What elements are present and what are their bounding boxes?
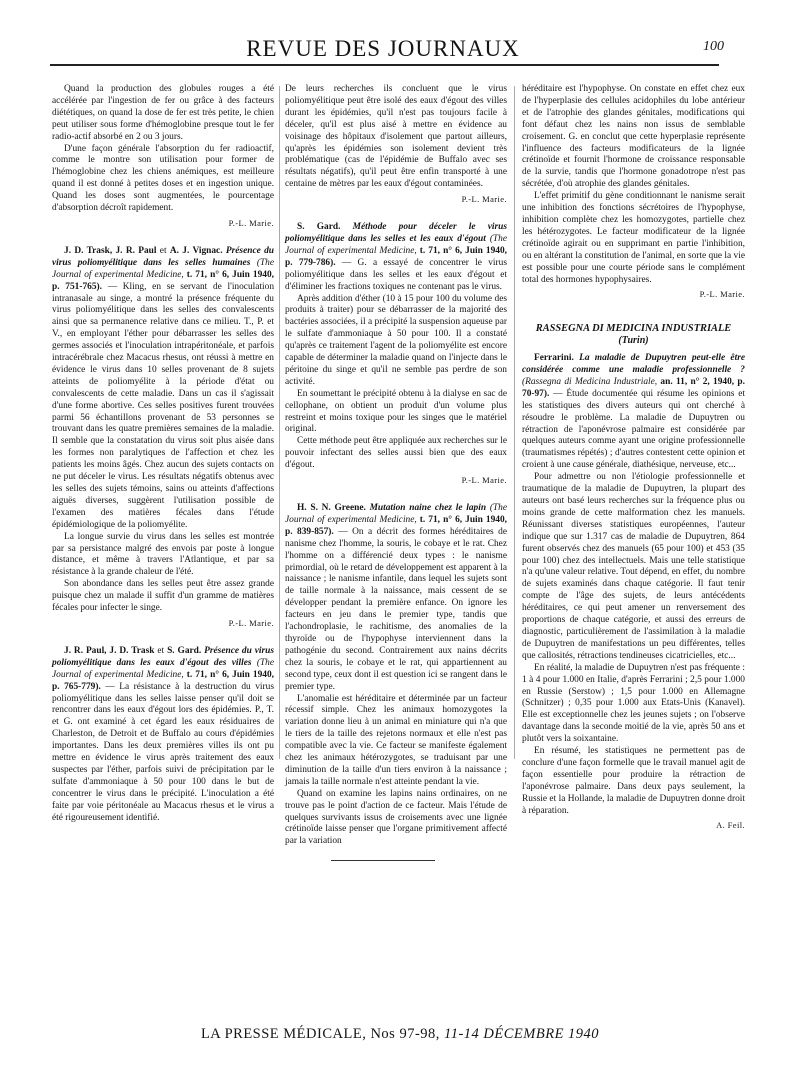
article-title: Mutation naine chez le lapin	[369, 503, 487, 513]
article-reference: (The Journal of experimental Medicine,	[52, 257, 275, 280]
column-separator	[514, 86, 515, 759]
article-heading	[285, 222, 507, 293]
article-heading	[522, 353, 745, 472]
article-lead-text: — La résistance à la destruction du virus poliomyélitique dans les selles laisse penser qu'il doit se rencontrer dans les eaux d'égout lors des épidémies. P., T. et G. ont examiné à cet égard les eaux résiduaires de Charleston, de Detroit et de Buffalo au cours d'épidémies importantes. Dans les deux premières villes ils ont pu mettre en évidence le virus après traitement des eaux suspectes par l'éther, parfois suivi de précipitation par le sulfate d'ammoniaque à 50 pour 100 dans le but de concentrer le virus dans le précipité. L'inoculation a été faite par voie péritonéale au Macacus rhesus et le virus a été rigoureusement identifié.	[52, 681, 274, 823]
article-authors-last: S. Gard.	[167, 645, 202, 656]
article-signature: P.-L. Marie.	[461, 475, 507, 486]
article-paragraph: En réalité, la maladie de Dupuytren n'est pas fréquente : 1 à 4 pour 1.000 en Italie, d'après Ferrarini ; 2,5 pour 1.000 en Russie (Serstow) ; 1,5 pour 1.000 en Allemagne (Schnitzer) ; 0,35 pour 1.000 aux Etats-Unis (Kanavel). Elle est exceptionnelle chez les jeunes sujets ; on l'observe davantage dans la seconde moitié de la vie, après 50 ans et plutôt vers la soixantaine.	[522, 662, 745, 745]
article-lead-text: — Kling, en se servant de l'inoculation intranasale au singe, a montré la présence fréquente du virus poliomyélitique dans les selles des convalescents ainsi que sa permanence relative dans ce milieu. T., P. et V., en employant l'éther pour débarrasser les selles des germes associés et l'inoculation intrapéritonéale, et parfois intracérébrale chez Macacus rhesus, ont réussi à mettre en évidence le virus dans 10 selles provenant de 8 sujets atteints de poliomyélite à la période d'état ou convalescents de cette maladie. Dans un cas il s'agissait d'une forme abortive. Ces selles positives furent trouvées parmi 56 échantillons provenant de 53 personnes se trouvant dans les quatre premières semaines de la maladie. Il semble que la constatation du virus soit plus aisée dans les formes non paralytiques de l'affection et chez les patients les moins âgés. Chez aucun des sujets contacts on ne put déceler le virus. Les résultats négatifs obtenus avec les selles des sujets témoins, sains ou atteints d'affections aiguës diverses, suggèrent l'utilisation possible de l'examen des matières fécales dans l'étude épidémiologique de la poliomyélite.	[52, 281, 275, 530]
article-paragraph: D'une façon générale l'absorption du fer radioactif, comme le montre son utilisation pour former de l'hémoglobine chez les chiens anémiques, est meilleure quand il est donné à petites doses et en ingestion unique. Quand les doses sont augmentées, le pourcentage d'absorption décroît rapidement.	[52, 143, 274, 214]
publication-name: LA PRESSE MÉDICALE,	[200, 1026, 367, 1042]
article-reference: (The Journal of experimental Medicine,	[285, 233, 507, 256]
issue-date: 11-14 DÉCEMBRE 1940	[444, 1026, 600, 1042]
article-authors: Ferrarini.	[534, 353, 574, 364]
article-signature: P.-L. Marie.	[461, 194, 507, 205]
article-reference-details: t. 71, n° 6, Juin 1940, p. 751-765).	[52, 269, 274, 292]
article-paragraph: En résumé, les statistiques ne permettent pas de conclure d'une façon formelle que le travail manuel agit de façon essentielle pour produire la rétraction de l'aponévrose palmaire. Dans deux pays seulement, la Russie et la Hollande, la maladie de Dupuytren donne droit à réparation.	[522, 746, 745, 816]
article-title: Présence du virus poliomyélitique dans les selles humaines	[52, 245, 274, 268]
authors-joiner: et	[156, 245, 170, 256]
article-title: Méthode pour déceler le virus poliomyélitique dans les selles et les eaux d'égout	[285, 222, 508, 244]
article-lead-text: — On a décrit des formes héréditaires de nanisme chez l'homme, la souris, le cobaye et le rat. Chez l'homme on a différencié deux types : le nanisme primordial, où le retard de développement est apparent à la naissance ; le nanisme infantile, dans lequel les sujets sont de taille normale à la naissance, mais cessent de se développer pendant la première enfance. On ignore les facteurs en jeu dans le premier type, tandis que l'achondroplasie, le rachitisme, des anomalies de la thyroïde ou de l'hypophyse interviennent dans la pathogénie du second. Contrairement aux nains décrits chez la souris, le cobaye et le rat, qui appartiennent au second type, ceux dont il est question ici se rangent dans le premier type.	[285, 526, 507, 692]
article-paragraph: L'anomalie est héréditaire et déterminée par un facteur récessif simple. Chez les animaux homozygotes la variation donne lieu à un animal en miniature qui n'a que le tiers de la taille des rejetons normaux et elle n'est pas compatible avec la vie. Ce facteur se manifeste également chez les animaux hétérozygotes, se traduisant par une diminution de la taille d'un tiers environ à la naissance ; jamais la taille normale n'est atteinte pendant la vie.	[285, 693, 507, 787]
page-header	[50, 36, 724, 66]
article-lead-text: — Étude documentée qui résume les opinions et les statistiques des divers auteurs qui ont cherché à résoudre le problème. La maladie de Dupuytren ou rétraction de l'aponévrose palmaire est considérée par quelques auteurs comme ayant une origine professionnelle (traumatismes répétés) ; d'autres contestent cette opinion et croient à une cause générale, diathésique, nerveuse, etc...	[522, 388, 746, 471]
article-paragraph: Pour admettre ou non l'étiologie professionnelle et traumatique de la maladie de Dupuytren, la plupart des auteurs ont basé leurs recherches sur la fréquence plus ou moins grande de cette malformation chez les manuels. Réunissant diverses statistiques européennes, l'auteur indique que sur 1.317 cas de maladie de Dupuytren, 864 furent observés chez des manuels (65 pour 100) et 453 (35 pour 100) chez des intellectuels. Mais une telle statistique n'a qu'une valeur relative. Tout dépend, en effet, du nombre de sujets examinés dans chaque catégorie. Il faut tenir compte de l'âge des sujets, de leurs antécédents héréditaires, ce qui peut amener un renversement des proportions de chaque catégorie, et aussi des erreurs de diagnostic, particulièrement de l'assimilation à la maladie de Dupuytren de manifestations un peu différentes, telles que callosités, rétractions tendineuses cicatricielles, etc...	[522, 472, 745, 661]
section-subtitle: (Turin)	[618, 335, 649, 347]
article-paragraph: Quand la production des globules rouges a été accélérée par l'ingestion de fer ou grâce à des facteurs diététiques, on quand la dose de fer est très petite, le chien peut utiliser sous forme d'hémoglobine presque tout le fer radio-actif absorbé en 2 ou 3 jours.	[52, 84, 274, 142]
article-authors: H. S. N. Greene.	[297, 503, 366, 513]
article-paragraph: Quand on examine les lapins nains ordinaires, on ne trouve pas le point d'action de ce facteur. Mais l'étude de quelques survivants issus de croisements avec une lignée crétinoïde laisse penser que l'organe primitivement affecté par la variation	[285, 788, 507, 847]
article-title: Présence du virus poliomyélitique dans les eaux d'égout des villes	[52, 645, 275, 668]
article-title: La maladie de Dupuytren peut-elle être considérée comme une maladie professionnelle ?	[522, 353, 746, 376]
article-lead-text: — G. a essayé de concentrer le virus poliomyélitique dans les selles et les eaux d'égout et d'éliminer les fractions toxiques ne contenant pas le virus.	[285, 257, 507, 292]
article-block	[285, 222, 507, 487]
article-block	[52, 646, 274, 825]
article-block	[285, 84, 507, 206]
journal-title: REVUE DES JOURNAUX	[246, 36, 520, 61]
article-reference-details: t. 71, n° 6, Juin 1940, p. 839-857).	[285, 514, 507, 537]
article-signature: P.-L. Marie.	[228, 217, 274, 228]
article-reference-details: t. 71, n° 6, Juin 1940, p. 765-779).	[52, 669, 274, 692]
page-footer	[0, 1026, 800, 1043]
article-heading	[52, 246, 274, 532]
article-block	[522, 323, 745, 832]
issue-numbers: 97-98,	[399, 1026, 440, 1042]
article-block	[52, 84, 274, 230]
article-paragraph: héréditaire est l'hypophyse. On constate en effet chez eux de l'hyperplasie des cellules acidophiles du lobe antérieur et de l'atrophie des glandes génitales, modifications qui font défaut chez les nains non issus de semblable croisement. G. en conclut que cette hyperplasie représente l'influence des facteurs modificateurs de la lignée crétinoïde et fournit l'hormone de croissance responsable de la survie, tandis que l'hormone gonadotrope n'est pas sécrétée, d'où atrophie des glandes génitales.	[522, 84, 745, 190]
article-paragraph: L'effet primitif du gène conditionnant le nanisme serait une inhibition des fonctions sécrétoires de l'hypophyse, inhibition complète chez les homozygotes, partielle chez les hétérozygotes. Le facteur modificateur de la lignée crétinoïde agirait ou en supprimant en partie l'inhibition, ou en altérant la constitution de l'animal, en sorte que la vie est possible pour une courte période sans le complément total des hormones hypophysaires.	[522, 191, 745, 285]
article-paragraph: La longue survie du virus dans les selles est montrée par sa persistance malgré des envois par poste à longue distance, et même à travers l'Atlantique, et par sa résistance à la grande chaleur de l'été.	[52, 531, 274, 578]
article-reference-details: an. 11, n° 2, 1940, p. 70-97).	[522, 376, 745, 399]
article-heading	[52, 646, 274, 825]
article-block	[522, 84, 745, 301]
article-authors: J. D. Trask, J. R. Paul	[64, 245, 157, 256]
article-reference: (The Journal of experimental Medicine,	[285, 503, 507, 525]
article-signature: P.-L. Marie.	[699, 289, 745, 300]
article-paragraph: Son abondance dans les selles peut être assez grande puisque chez un malade il suffit d'un gramme de matières fécales pour infecter le singe.	[52, 579, 274, 614]
article-paragraph: Cette méthode peut être appliquée aux recherches sur le pouvoir infectant des selles aussi bien que des eaux d'égout.	[285, 436, 507, 471]
section-title: RASSEGNA DI MEDICINA INDUSTRIALE	[535, 323, 732, 335]
issue-prefix: Nos	[370, 1026, 396, 1042]
article-authors: S. Gard.	[297, 222, 341, 233]
page-number: 100	[703, 39, 724, 54]
article-block	[52, 246, 274, 630]
authors-joiner: et	[154, 645, 168, 656]
article-signature: P.-L. Marie.	[228, 617, 274, 628]
article-authors-last: A. J. Vignac.	[169, 245, 223, 256]
column-2	[285, 84, 507, 848]
header-rule	[50, 64, 719, 66]
article-paragraph: De leurs recherches ils concluent que le virus poliomyélitique peut être isolé des eaux d'égout des villes durant les épidémies, qu'il n'est pas toujours facile à déceler, qu'il est plus aisé à mettre en évidence au voisinage des hôpitaux d'isolement que partout ailleurs, qu'après les épidémies son isolement devient très problématique (cas de l'épidémie de Buffalo avec ses résultats négatifs), qu'il peut être enfin transporté à une centaine de mètres par les eaux d'égout contaminées.	[285, 84, 507, 190]
article-signature: A. Feil.	[716, 820, 745, 831]
column-separator	[279, 86, 280, 759]
article-paragraph: Après addition d'éther (10 à 15 pour 100 du volume des produits à traiter) pour se débarrasser de la majorité des bactéries associées, il a précipité la suspension aqueuse par le sulfate d'ammoniaque à 50 pour 100. Il a constaté qu'après ce traitement l'agent de la poliomyélite est encore capable de déterminer la maladie quand on l'injecte dans le péritoine du singe et qu'il ne semble pas perdre de son activité.	[285, 293, 507, 387]
article-block	[285, 503, 507, 848]
article-heading	[285, 503, 507, 694]
column-1	[52, 84, 274, 824]
column-3	[522, 84, 745, 832]
article-reference: (The Journal of experimental Medicine,	[52, 657, 275, 680]
article-reference-details: t. 71, n° 6, Juin 1940, p. 779-786).	[285, 245, 507, 268]
bottom-rule	[331, 860, 435, 861]
article-reference: (Rassegna di Medicina Industriale,	[522, 376, 658, 387]
article-authors: J. R. Paul, J. D. Trask	[64, 645, 155, 656]
article-paragraph: En soumettant le précipité obtenu à la dialyse en sac de cellophane, on obtient un produit d'un volume plus restreint et moins toxique pour les singes que le matériel original.	[285, 388, 507, 435]
